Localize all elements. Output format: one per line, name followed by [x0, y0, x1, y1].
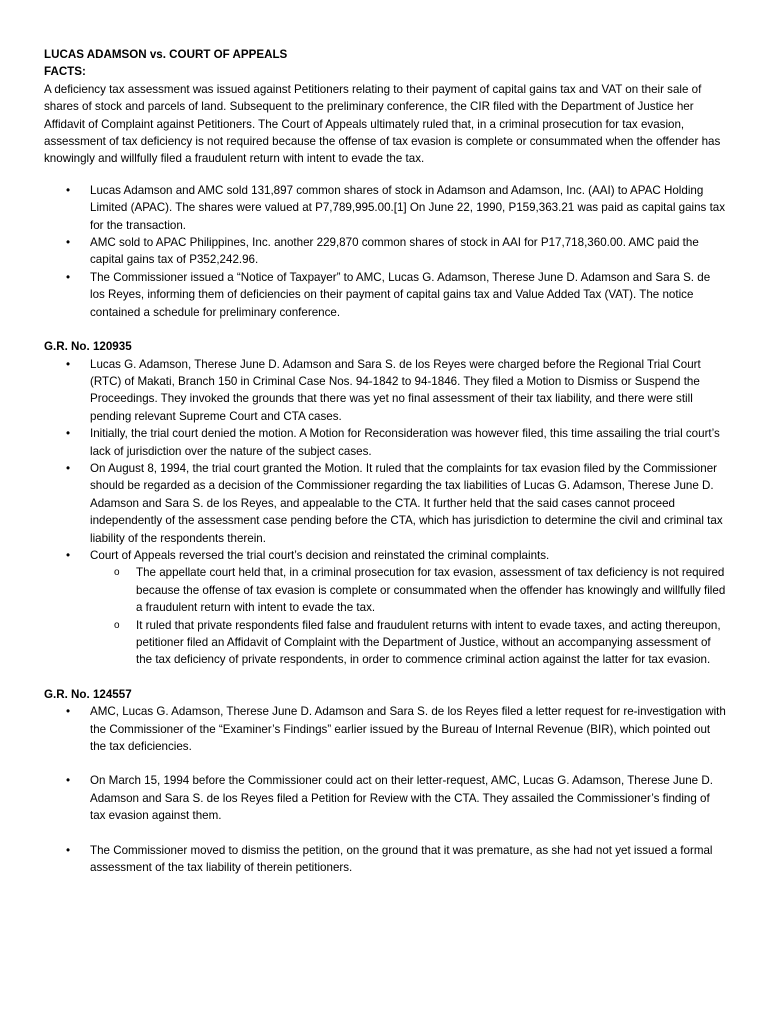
list-item: • The Commissioner moved to dismiss the petition, on the ground that it was premature, as she had not yet issued a formal assessment of the tax liability of therein petitioners.: [44, 842, 726, 877]
list-item-text: Court of Appeals reversed the trial court’s decision and reinstated the criminal complaints.: [90, 548, 550, 562]
list-item: • Lucas G. Adamson, Therese June D. Adamson and Sara S. de los Reyes were charged before the Regional Trial Court (RTC) of Makati, Branch 150 in Criminal Case Nos. 94-1842 to 94-1846. They filed a Motion to Dismiss or Suspend the Proceedings. They invoked the grounds that there was yet no final assessment of their tax liability, and there were still pending relevant Supreme Court and CTA cases.: [44, 356, 726, 426]
list-item: • The Commissioner issued a “Notice of Taxpayer” to AMC, Lucas G. Adamson, Therese June D. Adamson and Sara S. de los Reyes, informing them of deficiencies on their payment of capital gains tax and Value Added Tax (VAT). The notice contained a schedule for preliminary conference.: [44, 269, 726, 321]
sub-list: [90, 564, 726, 668]
sub-list-item: o The appellate court held that, in a criminal prosecution for tax evasion, assessment of tax deficiency is not required because the offense of tax evasion is complete or consummated when the offender has knowingly and willfully filed a fraudulent return with intent to evade the tax.: [90, 564, 726, 616]
list-item: • AMC, Lucas G. Adamson, Therese June D. Adamson and Sara S. de los Reyes filed a letter request for re-investigation with the Commissioner of the “Examiner’s Findings” earlier issued by the Bureau of Internal Revenue (BIR), which pointed out the tax deficiencies.: [44, 703, 726, 755]
list-item: • AMC sold to APAC Philippines, Inc. another 229,870 common shares of stock in AAI for P17,718,360.00. AMC paid the capital gains tax of P352,242.96.: [44, 234, 726, 269]
gr-120935-list: [44, 356, 726, 669]
gr-124557-heading: G.R. No. 124557: [44, 687, 132, 701]
list-item: • On August 8, 1994, the trial court granted the Motion. It ruled that the complaints for tax evasion filed by the Commissioner should be regarded as a decision of the Commissioner regarding the tax liabilities of Lucas G. Adamson, Therese June D. Adamson and Sara S. de los Reyes, and appealable to the CTA. It further held that the said cases cannot proceed independently of the assessment case pending before the CTA, which has jurisdiction to determine the civil and criminal tax liability of the respondents therein.: [44, 460, 726, 547]
gr-124557-list: [44, 703, 726, 876]
case-title: LUCAS ADAMSON vs. COURT OF APPEALS: [44, 48, 288, 61]
sub-list-item: o It ruled that private respondents filed false and fraudulent returns with intent to evade taxes, and acting thereupon, petitioner filed an Affidavit of Complaint with the Department of Justice, without an accompanying assessment of the tax deficiency of private respondents, in order to commence criminal action against the latter for tax evasion.: [90, 617, 726, 669]
list-item: • Lucas Adamson and AMC sold 131,897 common shares of stock in Adamson and Adamson, Inc. (AAI) to APAC Holding Limited (APAC). The shares were valued at P7,789,995.00.[1] On June 22, 1990, P159,363.21 was paid as capital gains tax for the transaction.: [44, 182, 726, 234]
facts-list: [44, 182, 726, 321]
intro-paragraph: A deficiency tax assessment was issued against Petitioners relating to their payment of capital gains tax and VAT on their sale of shares of stock and parcels of land. Subsequent to the preliminary conference, the CIR filed with the Department of Justice her Affidavit of Complaint against Petitioners. The Court of Appeals ultimately ruled that, in a criminal prosecution for tax evasion, assessment of tax deficiency is not required because the offense of tax evasion is complete or consummated when the offender has knowingly and willfully filed a fraudulent return with intent to evade the tax.: [44, 82, 721, 166]
list-item: • On March 15, 1994 before the Commissioner could act on their letter-request, AMC, Lucas G. Adamson, Therese June D. Adamson and Sara S. de los Reyes filed a Petition for Review with the CTA. They assailed the Commissioner’s finding of tax evasion against them.: [44, 772, 726, 824]
facts-heading: FACTS:: [44, 65, 86, 79]
list-item: • Initially, the trial court denied the motion. A Motion for Reconsideration was however filed, this time assailing the trial court’s lack of jurisdiction over the nature of the subject cases.: [44, 425, 726, 460]
gr-120935-heading: G.R. No. 120935: [44, 340, 132, 354]
document-page: [44, 46, 726, 876]
list-item: [44, 547, 726, 669]
